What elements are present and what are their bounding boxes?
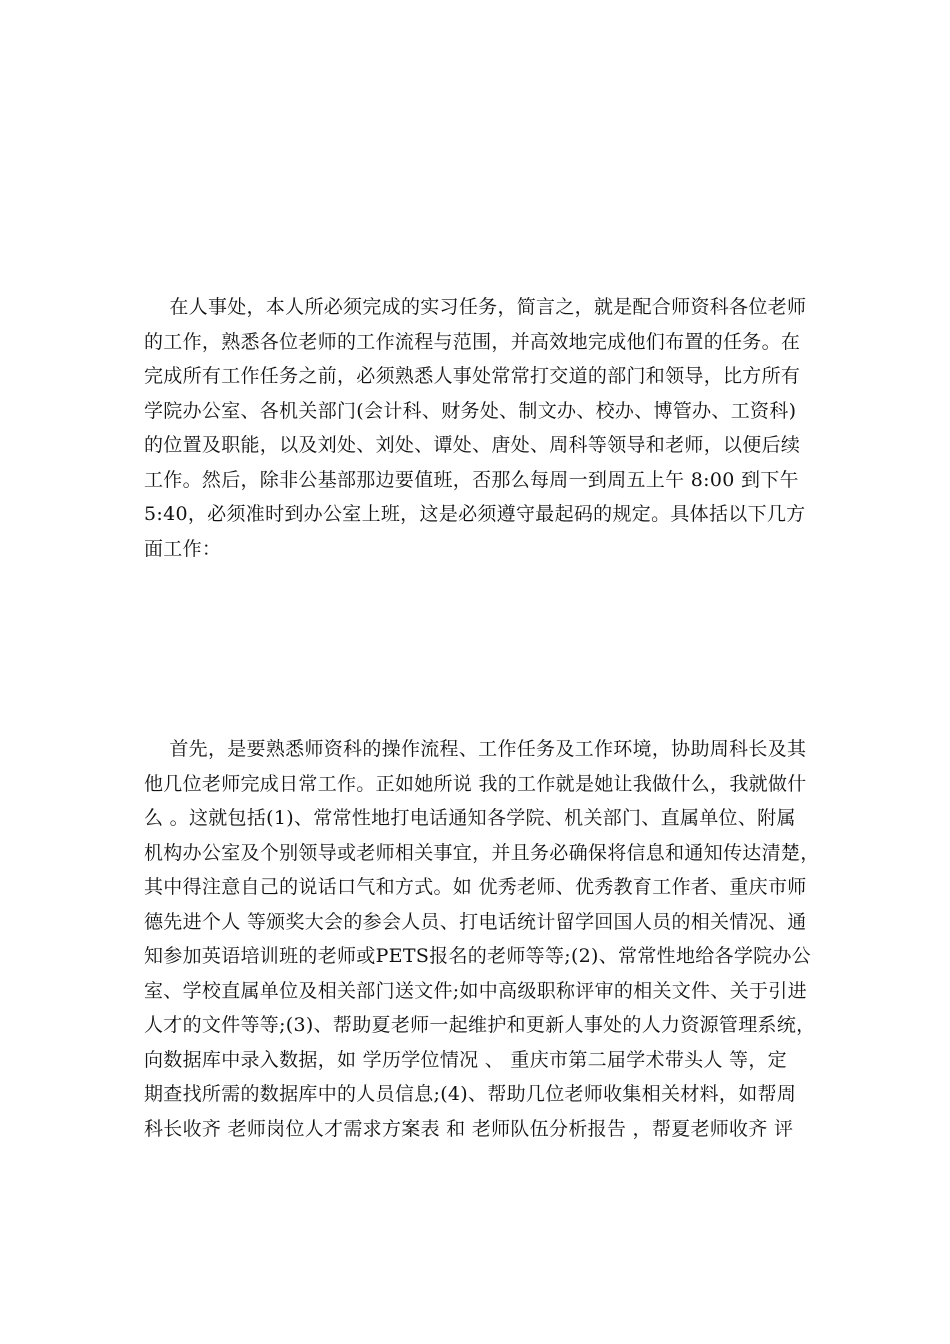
text-line: 机构办公室及个别领导或老师相关事宜，并且务必确保将信息和通知传达清楚， bbox=[144, 841, 820, 864]
text-line: 的工作，熟悉各位老师的工作流程与范围，并高效地完成他们布置的任务。在 bbox=[144, 330, 801, 353]
text-line: 人才的文件等等;(3)、帮助夏老师一起维护和更新人事处的人力资源管理系统， bbox=[144, 1014, 816, 1036]
text-line: 他几位老师完成日常工作。正如她所说 我的工作就是她让我做什么，我就做什 bbox=[144, 772, 807, 795]
text-line: 5:40，必须准时到办公室上班，这是必须遵守最起码的规定。具体括以下几方 bbox=[144, 503, 806, 525]
text-line: 知参加英语培训班的老师或PETS报名的老师等等;(2)、常常性地给各学院办公 bbox=[144, 945, 812, 967]
paragraph-internship-tasks bbox=[144, 290, 808, 566]
text-line: 期查找所需的数据库中的人员信息;(4)、帮助几位老师收集相关材料，如帮周 bbox=[144, 1083, 797, 1105]
text-line: 科长收齐 老师岗位人才需求方案表 和 老师队伍分析报告 ，帮夏老师收齐 评 bbox=[144, 1117, 794, 1140]
text-line: 么 。这就包括(1)、常常性地打电话通知各学院、机关部门、直属单位、附属 bbox=[144, 807, 796, 829]
text-line: 在人事处，本人所必须完成的实习任务，简言之，就是配合师资科各位老师 bbox=[144, 296, 807, 318]
text-line: 室、学校直属单位及相关部门送文件;如中高级职称评审的相关文件、关于引进 bbox=[144, 979, 807, 1002]
text-line: 面工作： bbox=[144, 537, 222, 560]
text-line: 首先，是要熟悉师资科的操作流程、工作任务及工作环境，协助周科长及其 bbox=[144, 738, 807, 760]
text-line: 学院办公室、各机关部门(会计科、财务处、制文办、校办、博管办、工资科) bbox=[144, 399, 797, 422]
paragraph-daily-work bbox=[144, 732, 820, 1146]
text-line: 向数据库中录入数据，如 学历学位情况 、 重庆市第二届学术带头人 等，定 bbox=[144, 1048, 787, 1071]
text-line: 德先进个人 等颁奖大会的参会人员、打电话统计留学回国人员的相关情况、通 bbox=[144, 910, 807, 933]
text-line: 工作。然后，除非公基部那边要值班，否那么每周一到周五上午 8:00 到下午 bbox=[144, 468, 799, 491]
text-line: 的位置及职能，以及刘处、刘处、谭处、唐处、周科等领导和老师，以便后续 bbox=[144, 434, 801, 456]
text-line: 其中得注意自己的说话口气和方式。如 优秀老师、优秀教育工作者、重庆市师 bbox=[144, 876, 807, 898]
text-line: 完成所有工作任务之前，必须熟悉人事处常常打交道的部门和领导，比方所有 bbox=[144, 365, 801, 387]
